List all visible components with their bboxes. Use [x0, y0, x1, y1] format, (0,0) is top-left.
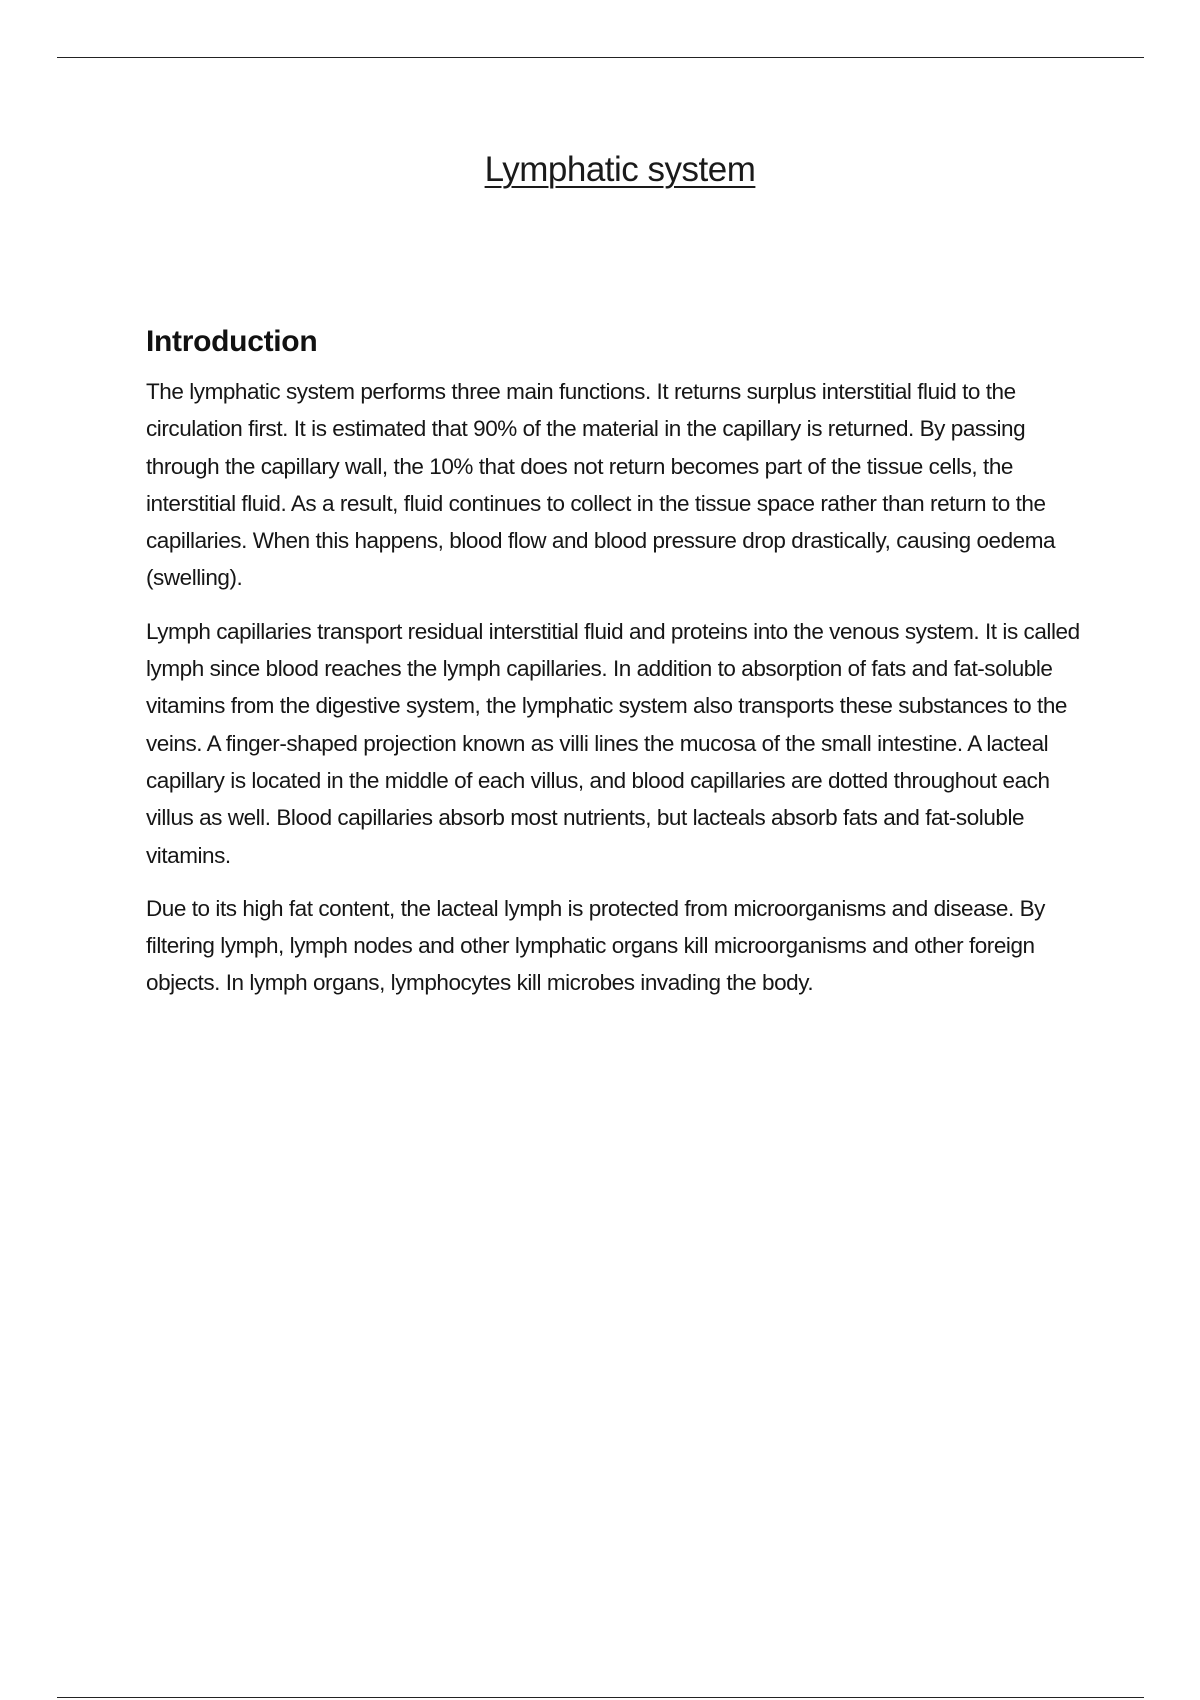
- page-title: Lymphatic system: [484, 150, 756, 189]
- paragraph-2: Lymph capillaries transport residual interstitial fluid and proteins into the venous system. It is called lymph since blood reaches the lymph capillaries. In addition to absorption of fats and fat-soluble vitamins from the digestive system, the lymphatic system also transports these substances to the veins. A finger-shaped projection known as villi lines the mucosa of the small intestine. A lacteal capillary is located in the middle of each villus, and blood capillaries are dotted throughout each villus as well. Blood capillaries absorb most nutrients, but lacteals absorb fats and fat-soluble vitamins.: [146, 618, 1080, 868]
- footer-rule: [57, 1697, 1144, 1698]
- paragraph-3: Due to its high fat content, the lacteal lymph is protected from microorganisms and disease. By filtering lymph, lymph nodes and other lymphatic organs kill microorganisms and other foreign objects. In lymph organs, lymphocytes kill microbes invading the body.: [146, 895, 1045, 996]
- header-rule: [57, 57, 1144, 58]
- paragraph-1: The lymphatic system performs three main functions. It returns surplus interstitial fluid to the circulation first. It is estimated that 90% of the material in the capillary is returned. By passing through the capillary wall, the 10% that does not return becomes part of the tissue cells, the interstitial fluid. As a result, fluid continues to collect in the tissue space rather than return to the capillaries. When this happens, blood flow and blood pressure drop drastically, causing oedema (swelling).: [146, 379, 1056, 591]
- section-heading: Introduction: [146, 325, 318, 358]
- document-body: [146, 325, 1096, 1018]
